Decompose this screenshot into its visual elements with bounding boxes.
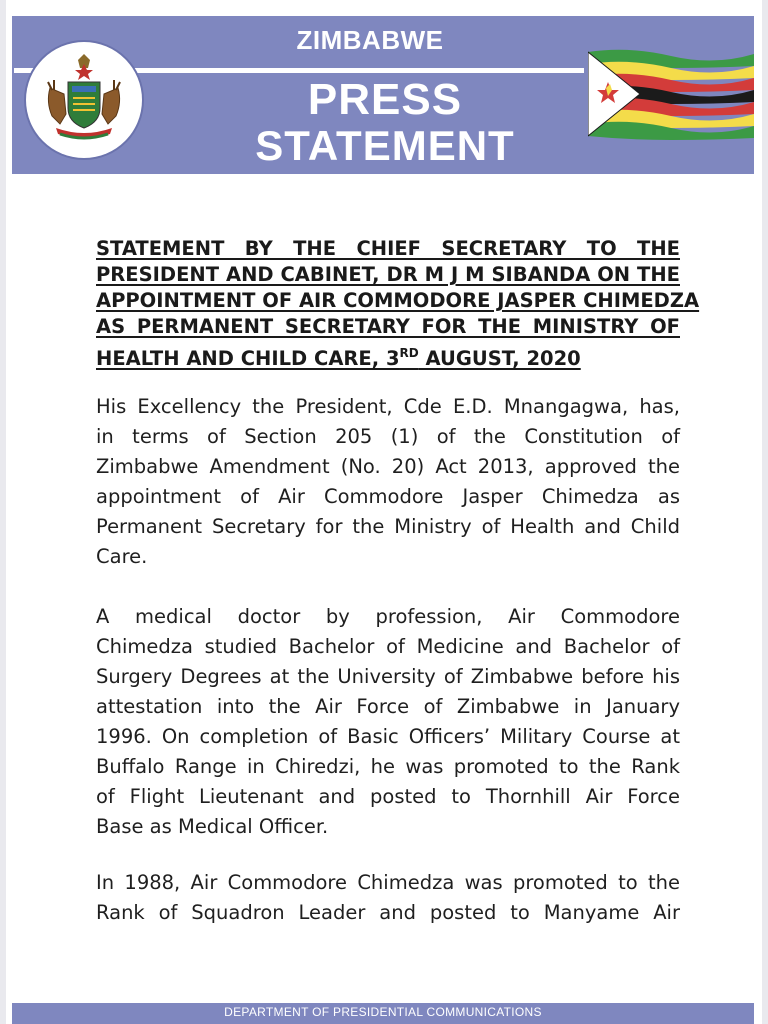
headline-date-suffix: AUGUST, 2020 (418, 347, 581, 370)
headline-line: AS PERMANENT SECRETARY FOR THE MINISTRY OF (96, 315, 680, 338)
paragraph-background (96, 602, 680, 842)
paragraph-line: Care. (96, 545, 148, 568)
paragraph-appointment (96, 392, 680, 572)
paragraph-line: of Flight Lieutenant and posted to Thornhill Air Force (96, 785, 680, 808)
paragraph-line: Surgery Degrees at the University of Zimbabwe before his (96, 665, 680, 688)
headline-line-date (96, 340, 680, 372)
headline-line: STATEMENT BY THE CHIEF SECRETARY TO THE (96, 237, 680, 260)
paragraph-line: Permanent Secretary for the Ministry of Health and Child (96, 515, 680, 538)
paragraph-line: Zimbabwe Amendment (No. 20) Act 2013, approved the (96, 455, 680, 478)
header-title-statement: STATEMENT (255, 122, 515, 169)
headline-date-prefix: HEALTH AND CHILD CARE, 3 (96, 347, 400, 370)
paragraph-line: Chimedza studied Bachelor of Medicine and Bachelor of (96, 635, 680, 658)
paragraph-line: Buffalo Range in Chiredzi, he was promoted to the Rank (96, 755, 680, 778)
paragraph-line: His Excellency the President, Cde E.D. Mnangagwa, has, (96, 395, 680, 418)
paragraph-line: in terms of Section 205 (1) of the Constitution of (96, 425, 680, 448)
paragraph-line: Base as Medical Officer. (96, 815, 329, 838)
footer-department: DEPARTMENT OF PRESIDENTIAL COMMUNICATIONS (224, 1005, 542, 1019)
header-title-press: PRESS (307, 75, 463, 124)
paragraph-line: attestation into the Air Force of Zimbabwe in January (96, 695, 680, 718)
headline-date-ordinal: RD (399, 346, 419, 360)
header-country: ZIMBABWE (296, 25, 444, 55)
paragraph-line: In 1988, Air Commodore Chimedza was promoted to the (96, 871, 680, 894)
headline-line: PRESIDENT AND CABINET, DR M J M SIBANDA ON THE (96, 263, 680, 286)
paragraph-line: appointment of Air Commodore Jasper Chimedza as (96, 485, 680, 508)
paragraph-line: A medical doctor by profession, Air Commodore (96, 605, 680, 628)
statement-headline (96, 236, 700, 372)
paragraph-line: 1996. On completion of Basic Officers’ Military Course at (96, 725, 680, 748)
headline-line: APPOINTMENT OF AIR COMMODORE JASPER CHIMEDZA (96, 289, 700, 312)
zimbabwe-flag-icon (588, 48, 754, 144)
zimbabwe-coat-of-arms-icon (26, 42, 142, 158)
paragraph-promotion (96, 868, 680, 928)
paragraph-line: Rank of Squadron Leader and posted to Manyame Air (96, 901, 680, 924)
